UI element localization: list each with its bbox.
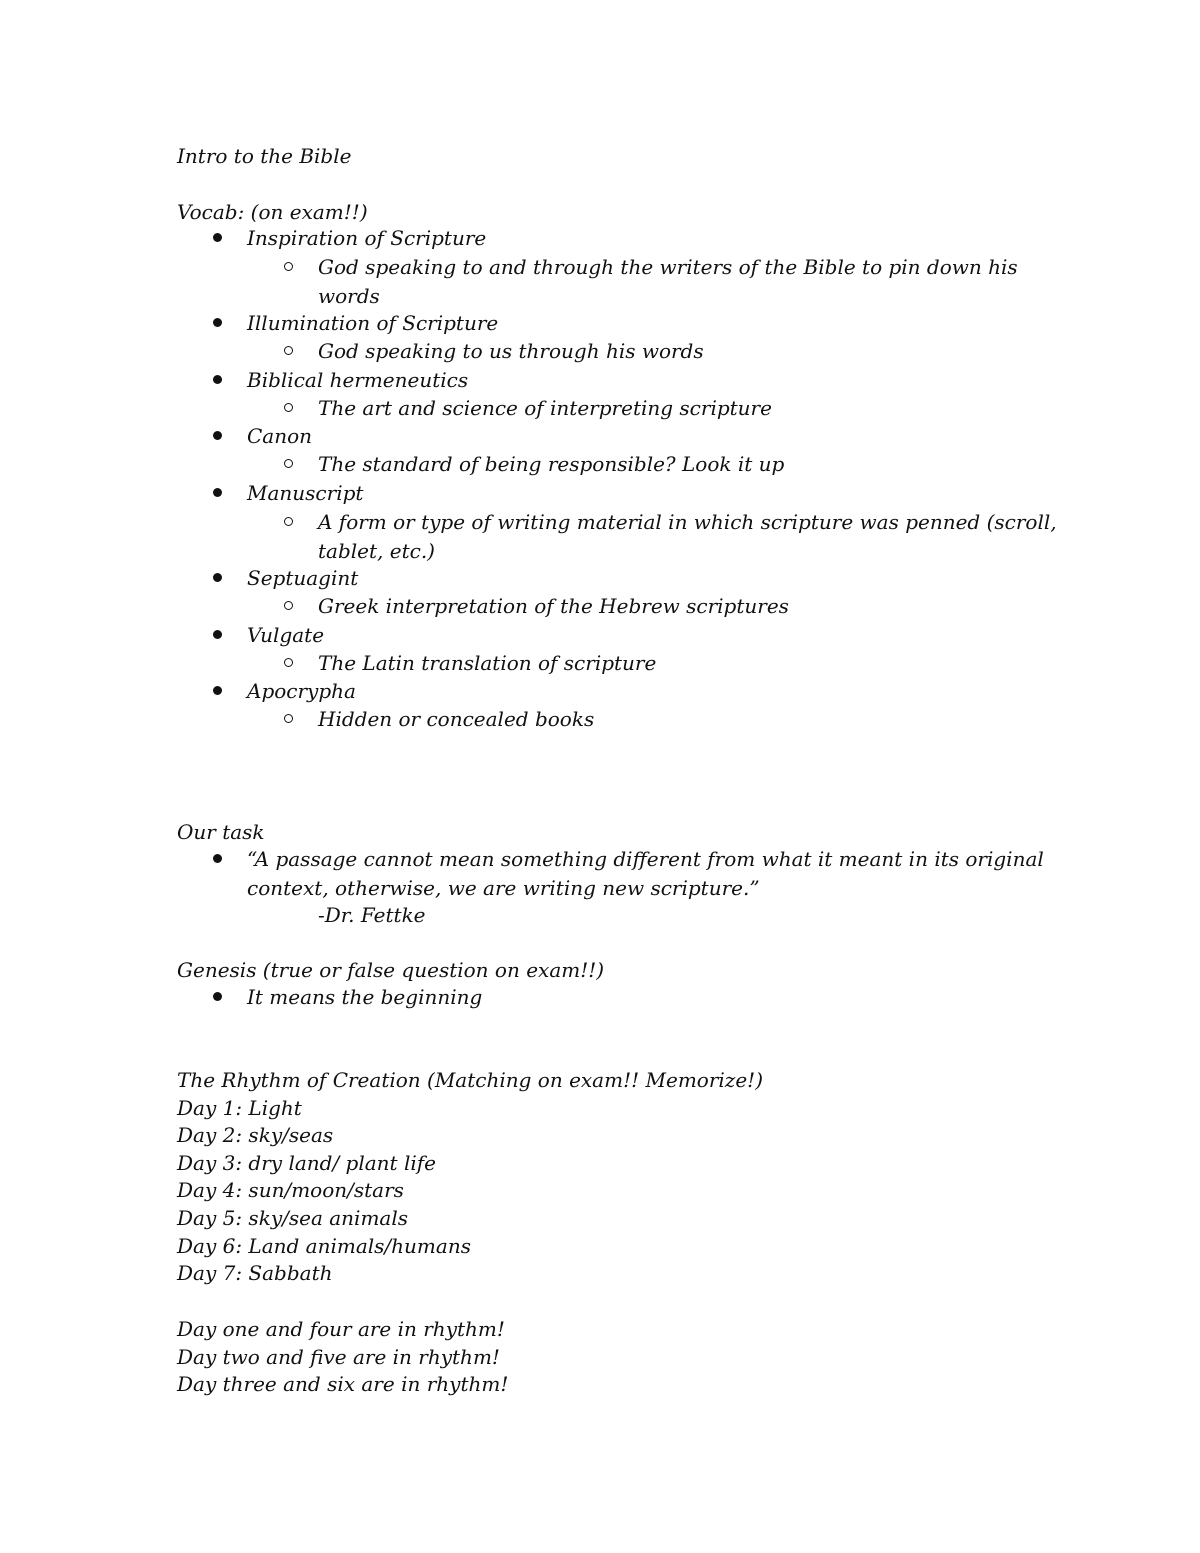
quote-line: “A passage cannot mean something different from what it meant in its original (247, 847, 1044, 871)
creation-day: Day 7: Sabbath (177, 1261, 333, 1285)
bullet-icon (213, 630, 222, 639)
vocab-definition: God speaking to us through his words (318, 339, 704, 363)
quote-line: context, otherwise, we are writing new scripture.” (247, 876, 760, 900)
sub-bullet-icon (284, 658, 293, 667)
sub-bullet-icon (284, 403, 293, 412)
vocab-heading: Vocab: (on exam!!) (177, 200, 368, 224)
bullet-icon (213, 431, 222, 440)
rhythm-heading: The Rhythm of Creation (Matching on exam!! Memorize!) (177, 1068, 763, 1092)
vocab-definition: The Latin translation of scripture (318, 651, 657, 675)
sub-bullet-icon (284, 262, 293, 271)
vocab-term: Illumination of Scripture (247, 311, 499, 335)
vocab-definition: God speaking to and through the writers of the Bible to pin down his (318, 255, 1018, 279)
bullet-icon (213, 233, 222, 242)
creation-day: Day 3: dry land/ plant life (177, 1151, 436, 1175)
bullet-icon (213, 318, 222, 327)
vocab-term: Inspiration of Scripture (247, 226, 487, 250)
creation-day: Day 5: sky/sea animals (177, 1206, 408, 1230)
creation-day: Day 6: Land animals/humans (177, 1234, 471, 1258)
creation-day: Day 1: Light (177, 1096, 302, 1120)
vocab-term: Apocrypha (247, 679, 356, 703)
vocab-term: Vulgate (247, 623, 325, 647)
sub-bullet-icon (284, 517, 293, 526)
bullet-icon (213, 573, 222, 582)
vocab-term: Septuagint (247, 566, 359, 590)
vocab-term: Biblical hermeneutics (247, 368, 469, 392)
creation-day: Day 4: sun/moon/stars (177, 1178, 404, 1202)
vocab-term: Manuscript (247, 481, 364, 505)
bullet-icon (213, 375, 222, 384)
vocab-definition: words (318, 284, 380, 308)
bullet-icon (213, 992, 222, 1001)
genesis-heading: Genesis (true or false question on exam!!) (177, 958, 605, 982)
sub-bullet-icon (284, 459, 293, 468)
rhythm-note: Day two and five are in rhythm! (177, 1345, 500, 1369)
vocab-term: Canon (247, 424, 313, 448)
vocab-definition: tablet, etc.) (318, 539, 435, 563)
vocab-definition: The art and science of interpreting scripture (318, 396, 772, 420)
vocab-definition: The standard of being responsible? Look it up (318, 452, 785, 476)
document-title: Intro to the Bible (177, 144, 352, 168)
vocab-definition: A form or type of writing material in which scripture was penned (scroll, (318, 510, 1057, 534)
rhythm-note: Day one and four are in rhythm! (177, 1317, 505, 1341)
bullet-icon (213, 854, 222, 863)
quote-attribution: -Dr. Fettke (318, 903, 426, 927)
rhythm-note: Day three and six are in rhythm! (177, 1372, 509, 1396)
our-task-heading: Our task (177, 820, 265, 844)
bullet-icon (213, 488, 222, 497)
sub-bullet-icon (284, 714, 293, 723)
vocab-definition: Hidden or concealed books (318, 707, 595, 731)
creation-day: Day 2: sky/seas (177, 1123, 334, 1147)
vocab-definition: Greek interpretation of the Hebrew scriptures (318, 594, 789, 618)
genesis-item: It means the beginning (247, 985, 483, 1009)
sub-bullet-icon (284, 601, 293, 610)
sub-bullet-icon (284, 346, 293, 355)
bullet-icon (213, 686, 222, 695)
